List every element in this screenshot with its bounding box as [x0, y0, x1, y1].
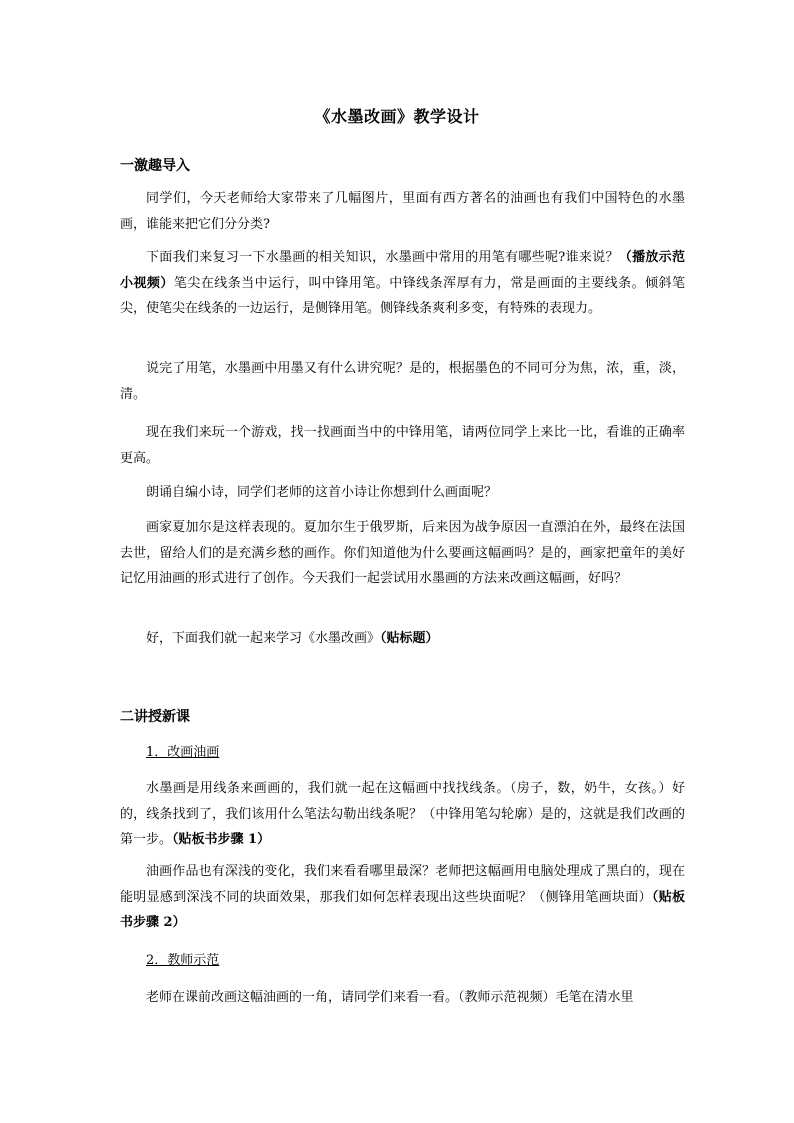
paragraph-text: 好，下面我们就一起来学习《水墨改画》: [146, 631, 381, 646]
paragraph: [120, 186, 685, 237]
paragraph-text: 朗诵自编小诗，同学们老师的这首小诗让你想到什么画面呢？: [146, 485, 498, 500]
paragraph: [120, 626, 685, 652]
paragraph: [120, 985, 685, 1011]
section-heading-new-lesson: 二讲授新课: [120, 709, 190, 725]
subheading-step-2: 2．教师示范: [146, 953, 220, 968]
paragraph: [120, 420, 685, 471]
paragraph-text: 老师在课前改画这幅油画的一角，请同学们来看一看。（教师示范视频）毛笔在清水里: [146, 990, 634, 1005]
paragraph-text: 水墨画是用线条来画画的，我们就一起在这幅画中找找线条。（房子，数，奶牛，女孩。）好的，线条找到了，我们该用什么笔法勾勒出线条呢？（中锋用笔勾轮廓）是的，这就是我们改画的第一步。: [120, 781, 685, 847]
paragraph-text: 下面我们来复习一下水墨画的相关知识，水墨画中常用的用笔有哪些呢?谁来说？: [146, 250, 619, 265]
paragraph: [120, 859, 685, 936]
section-heading-intro: 一激趣导入: [120, 158, 190, 174]
paragraph-bold-note: （贴标题）: [380, 631, 439, 646]
paragraph: [120, 480, 685, 506]
paragraph-text: 同学们，今天老师给大家带来了几幅图片，里面有西方著名的油画也有我们中国特色的水墨画，谁能来把它们分分类?: [120, 191, 685, 232]
paragraph-bold-note: （播放示范小视频）: [120, 250, 685, 291]
subheading-step-1: 1．改画油画: [146, 745, 220, 760]
document-title: 《水墨改画》教学设计: [314, 107, 480, 126]
paragraph-text: 笔尖在线条当中运行，叫中锋用笔。中锋线条浑厚有力，常是画面的主要线条。倾斜笔尖，使笔尖在线条的一边运行，是侧锋用笔。侧锋线条爽利多变，有特殊的表现力。: [120, 275, 685, 316]
paragraph-bold-note: （贴板书步骤 1）: [172, 832, 271, 847]
paragraph-text: 说完了用笔，水墨画中用墨又有什么讲究呢？是的，根据墨色的不同可分为焦，浓，重，淡，清。: [120, 361, 685, 402]
paragraph-text: 现在我们来玩一个游戏，找一找画面当中的中锋用笔，请两位同学上来比一比，看谁的正确率更高。: [120, 425, 685, 466]
paragraph: [120, 776, 685, 853]
paragraph-text: 油画作品也有深浅的变化，我们来看看哪里最深？老师把这幅画用电脑处理成了黑白的，现在能明显感到深浅不同的块面效果，那我们如何怎样表现出这些块面呢？（侧锋用笔画块面）: [120, 864, 685, 905]
paragraph-bold-note: （贴板书步骤 2）: [120, 889, 685, 930]
paragraph-text: 画家夏加尔是这样表现的。夏加尔生于俄罗斯，后来因为战争原因一直漂泊在外，最终在法国去世，留给人们的是充满乡愁的画作。你们知道他为什么要画这幅画吗？是的，画家把童年的美好记忆用油画的形式进行了创作。今天我们一起尝试用水墨画的方法来改画这幅画，好吗？: [120, 520, 685, 586]
paragraph: [120, 245, 685, 322]
paragraph: [120, 356, 685, 407]
paragraph: [120, 515, 685, 592]
